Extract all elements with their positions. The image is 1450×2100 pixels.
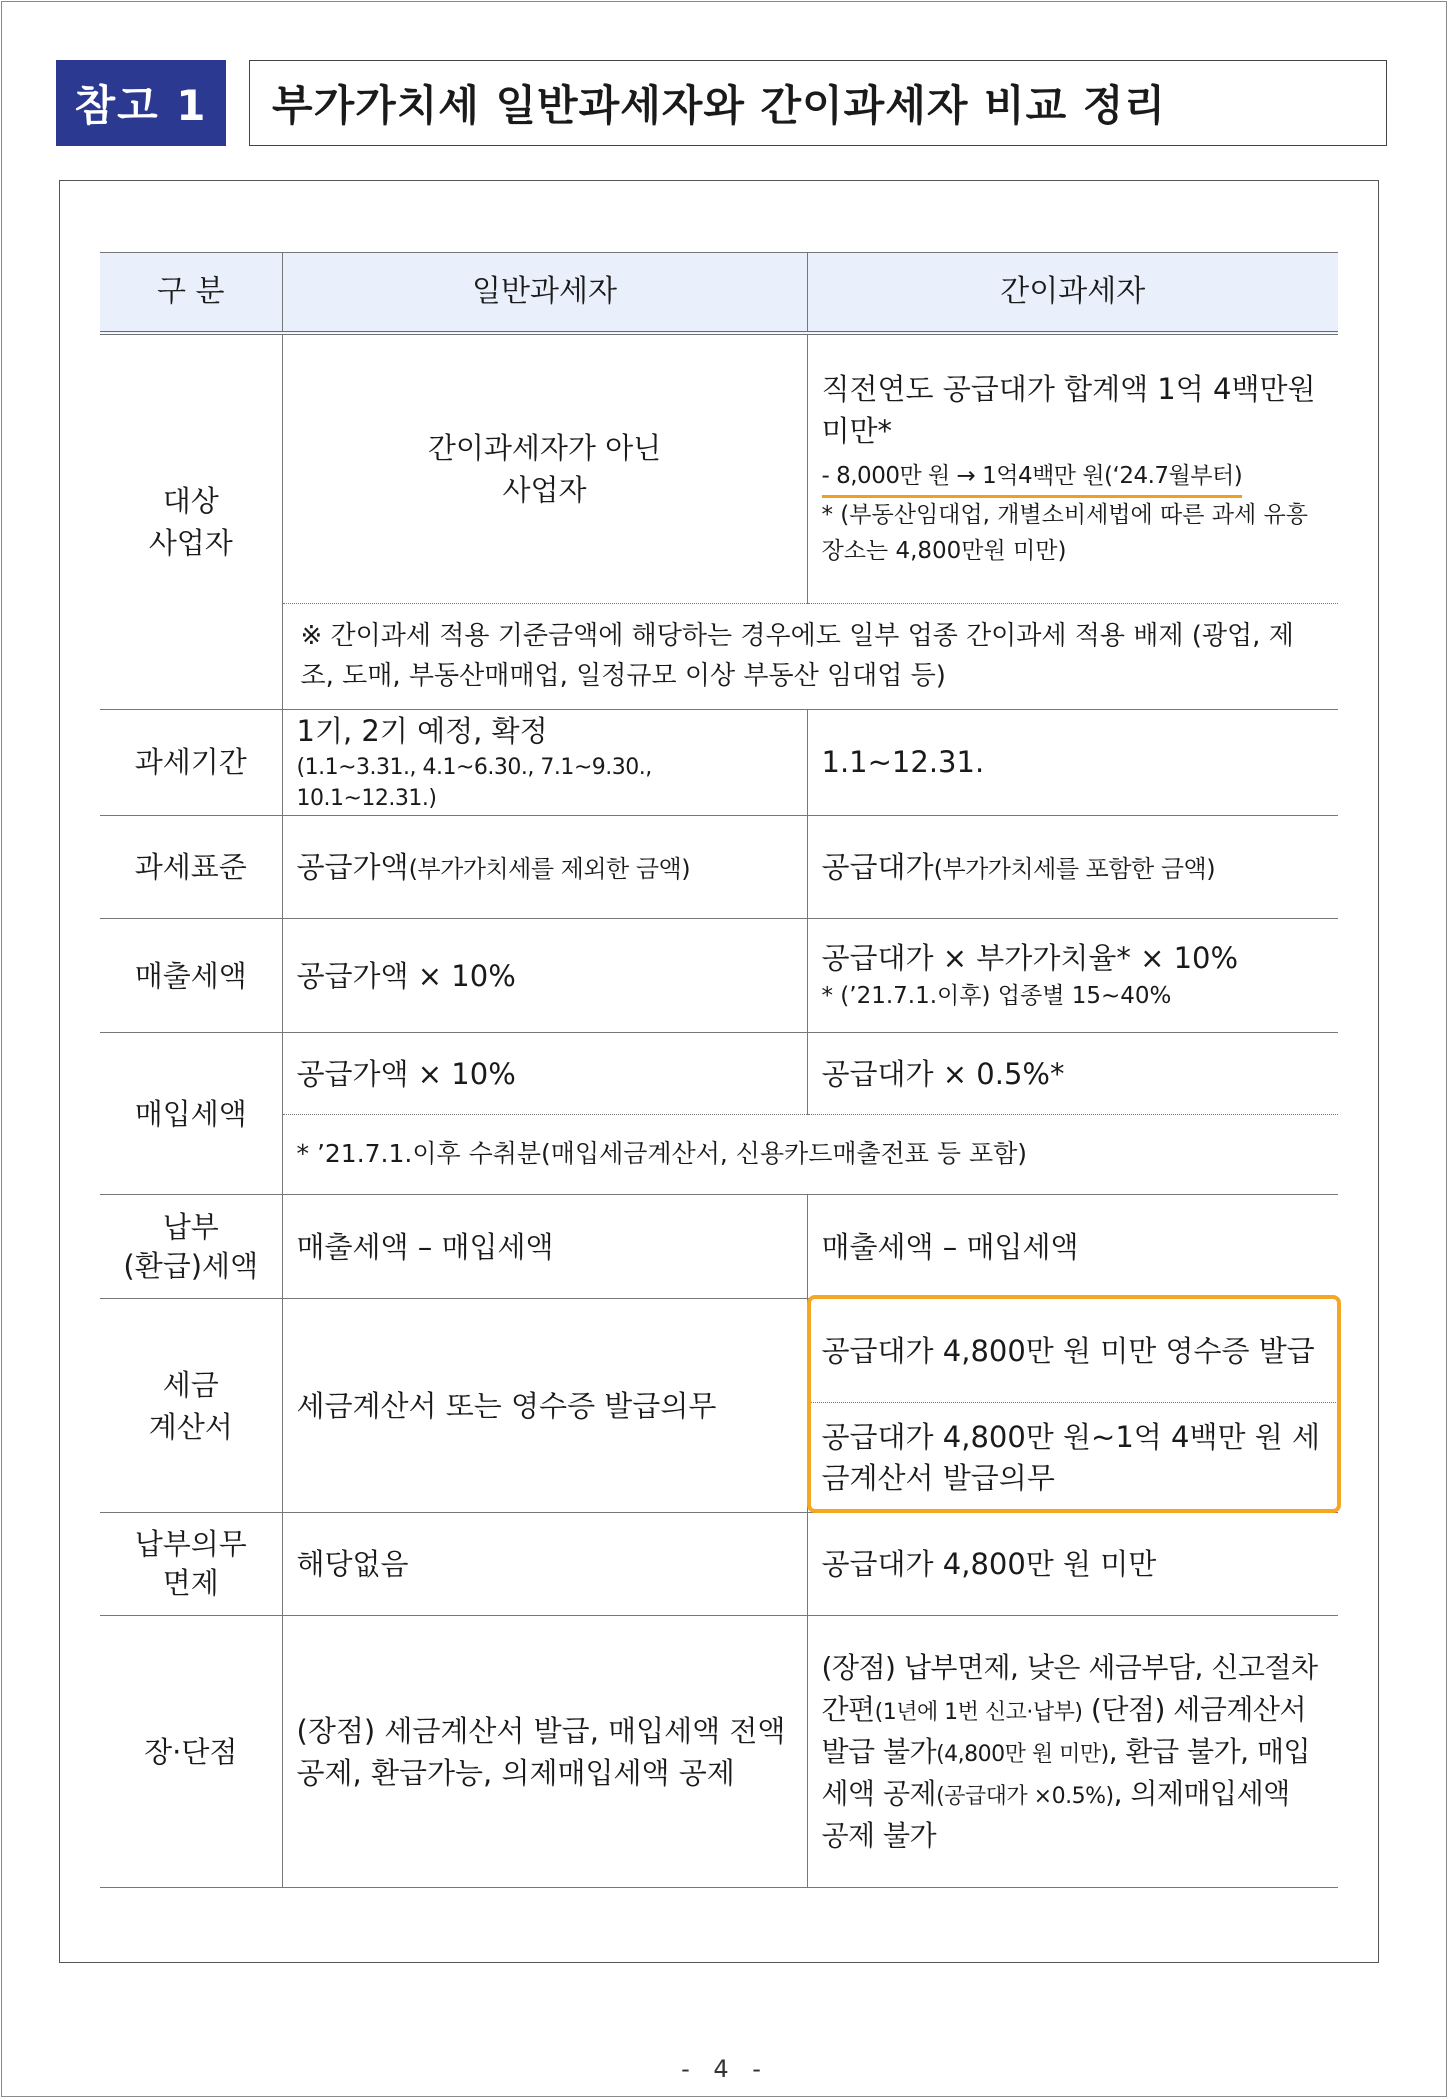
purchase-tax-general: 공급가액 × 10% [282,1033,807,1115]
page-title: 부가가치세 일반과세자와 간이과세자 비교 정리 [249,60,1387,146]
invoice-simple-b: 공급대가 4,800만 원~1억 4백만 원 세금계산서 발급의무 [807,1403,1338,1513]
standard-general-main: 공급가액 [296,850,409,885]
simple-con-1-sub: (4,800만 원 미만) [936,1741,1109,1767]
table-header-row [100,253,1338,334]
purchase-tax-simple: 공급대가 × 0.5%* [807,1033,1338,1115]
row-label-purchase-tax: 매입세액 [100,1033,282,1195]
table-row [100,1195,1338,1299]
simple-pro-sub: (1년에 1번 신고·납부) [874,1699,1083,1725]
standard-simple-sub: (부가가치세를 포함한 금액) [933,855,1216,884]
simple-con-1: (단점) 세금계산서 발급 불가 [821,1692,1307,1768]
period-general-main: 1기, 2기 예정, 확정 [296,713,548,748]
table-row [100,1513,1338,1616]
simple-con-3: , 의제매입세액 공제 불가 [821,1776,1290,1852]
period-simple: 1.1~12.31. [807,709,1338,816]
row-label-standard: 과세표준 [100,816,282,919]
reference-badge: 참고 1 [56,60,226,146]
simple-con-2: , 환급 불가, 매입세액 공제 [821,1734,1311,1810]
table-row [100,1616,1338,1888]
table-row [100,1033,1338,1115]
row-label-payment: 납부 (환급)세액 [100,1195,282,1299]
payment-general: 매출세액 – 매입세액 [282,1195,807,1299]
invoice-simple-a: 공급대가 4,800만 원 미만 영수증 발급 [807,1299,1338,1403]
page-number: - 4 - [681,2055,769,2083]
header-simple: 간이과세자 [807,253,1338,334]
simple-con-2-sub: (공급대가 ×0.5%) [936,1783,1114,1809]
standard-general-sub: (부가가치세를 제외한 금액) [408,855,691,884]
target-simple-change: - 8,000만 원 → 1억4백만 원(‘24.7월부터) [822,460,1243,498]
exemption-simple: 공급대가 4,800만 원 미만 [807,1513,1338,1616]
table-row [100,333,1338,603]
header-category: 구 분 [100,253,282,334]
purchase-tax-note: * ’21.7.1.이후 수취분(매입세금계산서, 신용카드매출전표 등 포함) [282,1115,1338,1195]
row-label-exemption: 납부의무 면제 [100,1513,282,1616]
payment-simple: 매출세액 – 매입세액 [807,1195,1338,1299]
sales-tax-simple-note: * (’21.7.1.이후) 업종별 15~40% [821,983,1172,1010]
table-row [100,816,1338,919]
period-general [282,709,807,816]
sales-tax-simple [807,919,1338,1033]
target-exclusion-note: ※ 간이과세 적용 기준금액에 해당하는 경우에도 일부 업종 간이과세 적용 배제 (광업, 제조, 도매, 부동산매매업, 일정규모 이상 부동산 임대업 등) [282,603,1338,709]
table-row [100,919,1338,1033]
target-simple [807,333,1338,603]
table-row [100,709,1338,816]
standard-general [282,816,807,919]
target-simple-note: * (부동산임대업, 개별소비세법에 따른 과세 유흥장소는 4,800만원 미만) [821,502,1308,564]
row-label-pros-cons: 장·단점 [100,1616,282,1888]
table-row [100,1115,1338,1195]
sales-tax-general: 공급가액 × 10% [282,919,807,1033]
table-row [100,1299,1338,1403]
exemption-general: 해당없음 [282,1513,807,1616]
period-general-sub: (1.1~3.31., 4.1~6.30., 7.1~9.30., 10.1~12.31.) [296,754,652,812]
pros-cons-simple [807,1616,1338,1888]
simple-pro-main: (장점) 납부면제, 낮은 세금부담, 신고절차 간편 [821,1650,1318,1726]
header-general: 일반과세자 [282,253,807,334]
pros-cons-general: (장점) 세금계산서 발급, 매입세액 전액 공제, 환급가능, 의제매입세액 공제 [282,1616,807,1888]
sales-tax-simple-main: 공급대가 × 부가가치율* × 10% [821,940,1239,975]
target-simple-main: 직전연도 공급대가 합계액 1억 4백만원 미만* [821,371,1316,448]
row-label-sales-tax: 매출세액 [100,919,282,1033]
comparison-table [100,252,1338,1888]
row-label-period: 과세기간 [100,709,282,816]
row-label-invoice: 세금 계산서 [100,1299,282,1513]
table-row [100,603,1338,709]
row-label-target: 대상 사업자 [100,333,282,709]
invoice-general: 세금계산서 또는 영수증 발급의무 [282,1299,807,1513]
target-general: 간이과세자가 아닌 사업자 [427,430,662,507]
standard-simple-main: 공급대가 [821,850,934,885]
standard-simple [807,816,1338,919]
